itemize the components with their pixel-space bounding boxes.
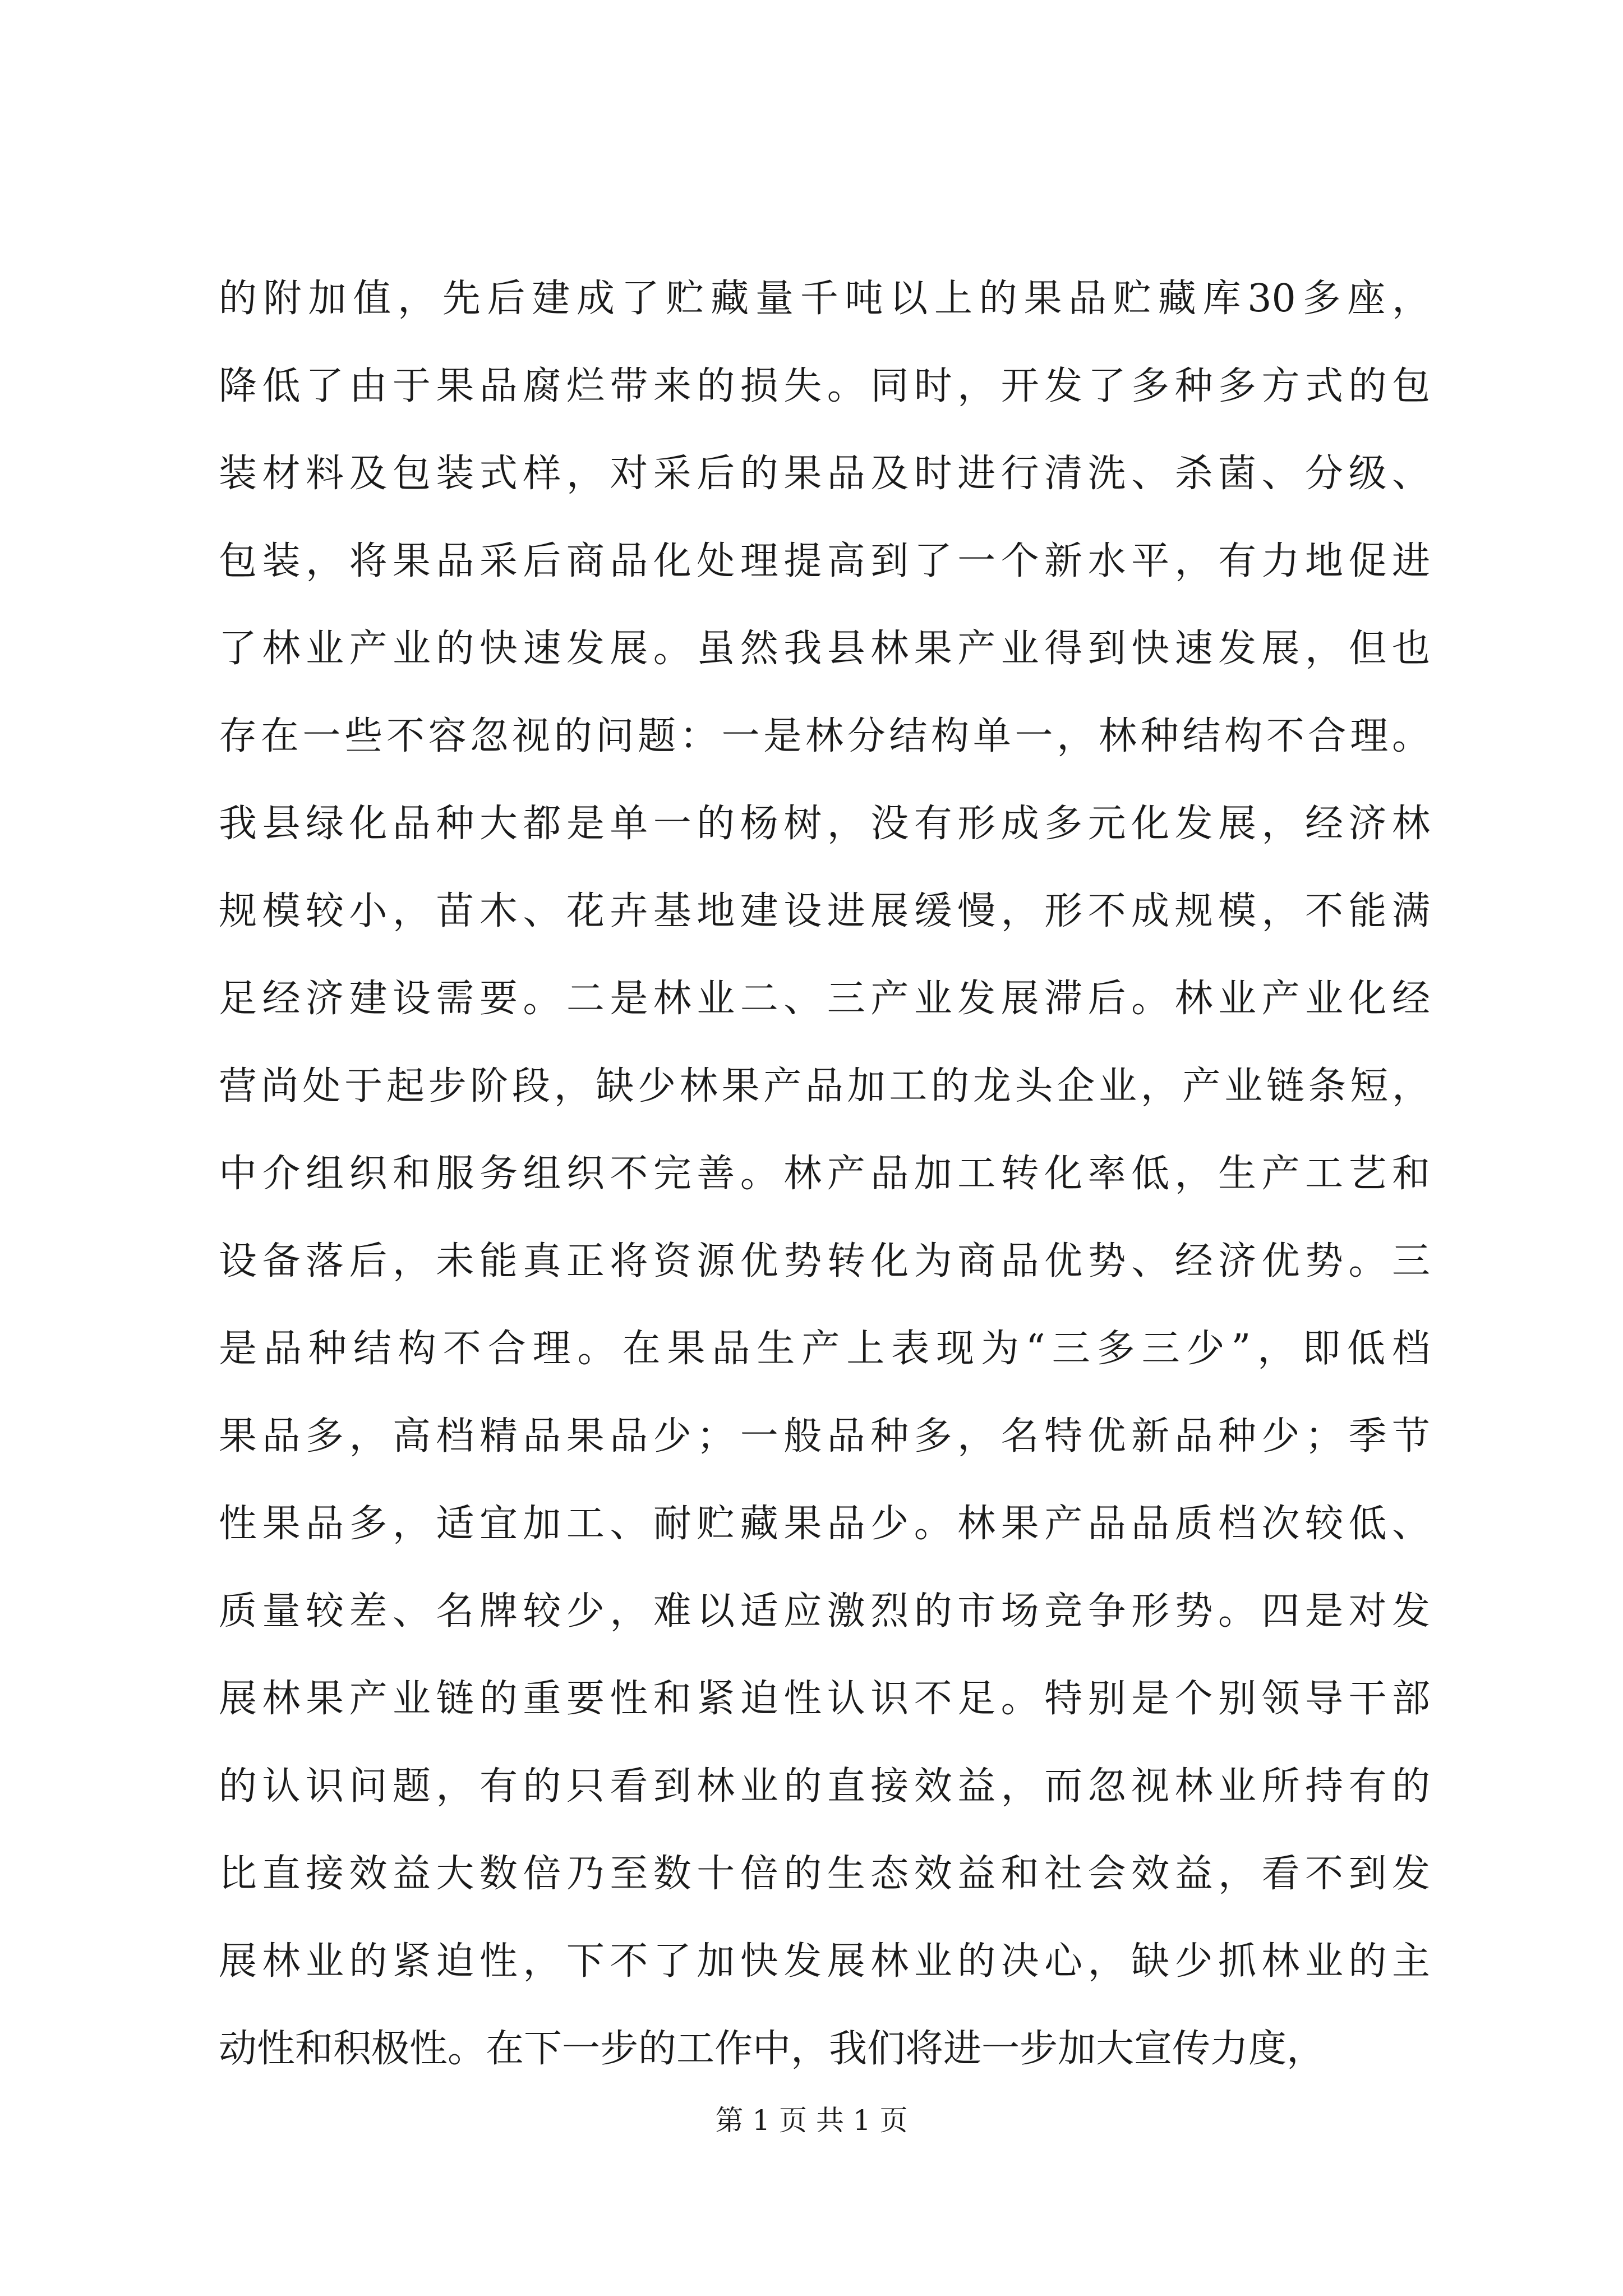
text-line: 展林业的紧迫性，下不了加快发展林业的决心，缺少抓林业的主	[219, 1939, 1430, 1984]
text-line: 的认识问题，有的只看到林业的直接效益，而忽视林业所持有的	[219, 1764, 1430, 1809]
text-line: 规模较小，苗木、花卉基地建设进展缓慢，形不成规模，不能满	[219, 889, 1430, 933]
text-line: 比直接效益大数倍乃至数十倍的生态效益和社会效益，看不到发	[219, 1852, 1430, 1896]
text-line: 包装，将果品采后商品化处理提高到了一个新水平，有力地促进	[219, 539, 1430, 583]
text-line: 中介组织和服务组织不完善。林产品加工转化率低，生产工艺和	[219, 1152, 1430, 1196]
text-line: 质量较差、名牌较少，难以适应激烈的市场竞争形势。四是对发	[219, 1589, 1430, 1634]
text-line: 展林果产业链的重要性和紧迫性认识不足。特别是个别领导干部	[219, 1677, 1430, 1721]
text-line: 的附加值，先后建成了贮藏量千吨以上的果品贮藏库30多座，	[219, 277, 1430, 321]
text-line: 设备落后，未能真正将资源优势转化为商品优势、经济优势。三	[219, 1239, 1430, 1283]
text-line: 足经济建设需要。二是林业二、三产业发展滞后。林业产业化经	[219, 977, 1430, 1021]
text-line: 果品多，高档精品果品少；一般品种多，名特优新品种少；季节	[219, 1414, 1430, 1458]
page-number-footer: 第 1 页 共 1 页	[715, 2104, 908, 2137]
text-line: 动性和积极性。在下一步的工作中，我们将进一步加大宣传力度，	[219, 2027, 1325, 2071]
text-line: 我县绿化品种大都是单一的杨树，没有形成多元化发展，经济林	[219, 802, 1430, 846]
text-line: 存在一些不容忽视的问题：一是林分结构单一，林种结构不合理。	[219, 714, 1430, 758]
text-line: 了林业产业的快速发展。虽然我县林果产业得到快速发展，但也	[219, 627, 1430, 671]
text-line: 降低了由于果品腐烂带来的损失。同时，开发了多种多方式的包	[219, 364, 1430, 408]
text-line: 装材料及包装式样，对采后的果品及时进行清洗、杀菌、分级、	[219, 452, 1430, 496]
body-text	[219, 255, 1430, 2093]
text-line: 是品种结构不合理。在果品生产上表现为“三多三少”，即低档	[219, 1327, 1430, 1371]
text-line: 性果品多，适宜加工、耐贮藏果品少。林果产品品质档次较低、	[219, 1502, 1430, 1546]
text-line: 营尚处于起步阶段，缺少林果产品加工的龙头企业，产业链条短，	[219, 1064, 1430, 1108]
